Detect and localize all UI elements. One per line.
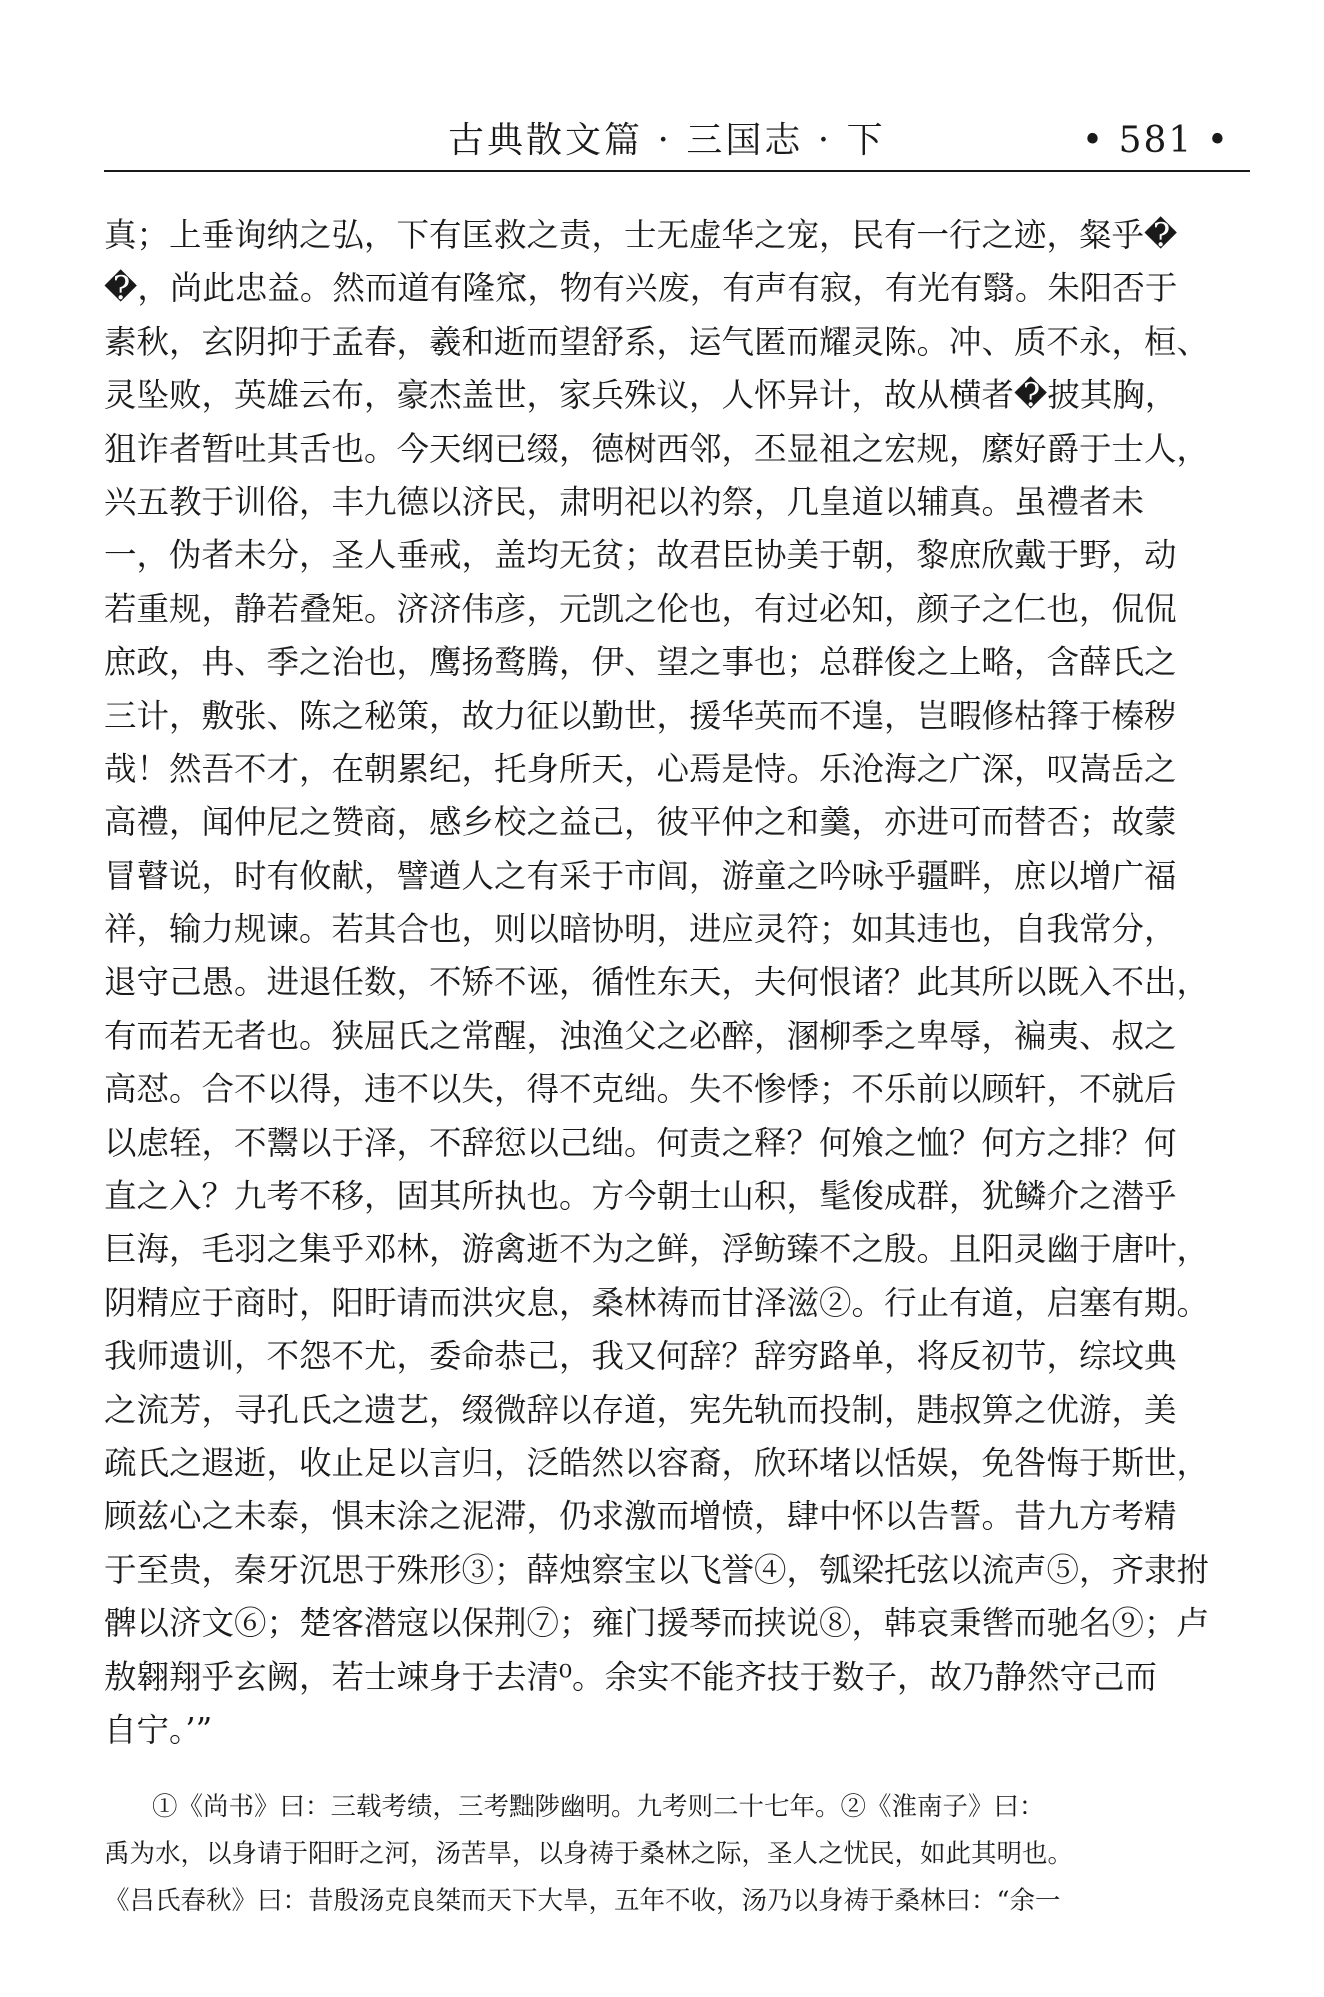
text-line: 顾兹心之未泰，惧末涂之泥滞，仍求激而增愤，肆中怀以告誓。昔九方考精 (104, 1497, 1177, 1536)
text-line: 若重规，静若叠矩。济济伟彦，元凯之伦也，有过必知，颜子之仁也，侃侃 (104, 589, 1177, 628)
text-line: 以虑轾，不鬻以于泽，不辞愆以己绌。何责之释？何飧之恤？何方之排？何 (104, 1123, 1177, 1162)
text-line: 退守己愚。进退任数，不矫不诬，循性东天，夫何恨诸？此其所以既入不出， (104, 963, 1210, 1002)
text-line: 疏氏之遐逝，收止足以言归，泛皓然以容裔，欣环堵以恬娱，免咎悔于斯世， (104, 1443, 1210, 1482)
text-line: 髀以济文⑥；楚客潜寇以保荆⑦；雍门援琴而挟说⑧，韩哀秉辔而驰名⑨；卢 (104, 1604, 1210, 1643)
footnote-line: 禹为水，以身请于阳盱之河，汤苦旱，以身祷于桑林之际，圣人之忧民，如此其明也。 (104, 1839, 1074, 1869)
text-line: 于至贵，秦牙沉思于殊形③；薛烛察宝以飞誉④，瓠梁托弦以流声⑤，齐隶拊 (104, 1550, 1210, 1589)
text-line: 庶政，冉、季之治也，鹰扬鹜腾，伊、望之事也；总群俊之上略，含薛氏之 (104, 643, 1177, 682)
footnotes (104, 1784, 1250, 1925)
text-line: 素秋，玄阴抑于孟春，羲和逝而望舒系，运气匿而耀灵陈。冲、质不永，桓、 (104, 322, 1210, 361)
text-line: 哉！然吾不才，在朝累纪，托身所天，心焉是恃。乐沧海之广深，叹嵩岳之 (104, 749, 1177, 788)
text-line: 灵坠败，英雄云布，豪杰盖世，家兵殊议，人怀异计，故从横者�披其胸， (104, 376, 1178, 415)
text-line: 一，伪者未分，圣人垂戒，盖均无贫；故君臣协美于朝，黎庶欣戴于野，动 (104, 536, 1177, 575)
text-line: 高禮，闻仲尼之赞商，感乡校之益己，彼平仲之和羹，亦进可而替否；故蒙 (104, 803, 1177, 842)
text-line: 之流芳，寻孔氏之遗艺，缀微辞以存道，宪先轨而投制，韪叔箅之优游，美 (104, 1390, 1177, 1429)
text-line: 自宁。’” (104, 1710, 213, 1749)
text-line: 高怼。合不以得，违不以失，得不克绌。失不惨悸；不乐前以顾轩，不就后 (104, 1070, 1177, 1109)
text-line: 祥，输力规谏。若其合也，则以暗协明，进应灵符；如其违也，自我常分， (104, 910, 1177, 949)
header-title: 古典散文篇 · 三国志 · 下 (448, 120, 886, 161)
text-line: 三计，敷张、陈之秘策，故力征以勤世，援华英而不遑，岂暇修枯箨于榛秽 (104, 696, 1177, 735)
text-line: 我师遗训，不怨不尤，委命恭己，我又何辞？辞穷路单，将反初节，综坟典 (104, 1337, 1177, 1376)
text-line: �，尚此忠益。然而道有隆窊，物有兴废，有声有寂，有光有翳。朱阳否于 (104, 269, 1178, 308)
running-header (104, 112, 1250, 172)
text-line: 狙诈者暂吐其舌也。今天纲已缀，德树西邻，丕显祖之宏规，縻好爵于士人， (104, 429, 1210, 468)
text-line: 敖翱翔乎玄阙，若士竦身于去清⁰。余实不能齐技于数子，故乃静然守己而 (104, 1657, 1158, 1696)
text-line: 直之入？九考不移，固其所执也。方今朝士山积，髦俊成群，犹鳞介之潜乎 (104, 1177, 1177, 1216)
page-number: • 581 • (1081, 120, 1230, 161)
text-line: 冒瞽说，时有攸献，譬遒人之有采于市闾，游童之吟咏乎疆畔，庶以增广福 (104, 856, 1177, 895)
footnote-line: ①《尚书》曰：三载考绩，三考黜陟幽明。九考则二十七年。②《淮南子》曰： (152, 1792, 1045, 1822)
text-line: 有而若无者也。狭屈氏之常醒，浊渔父之必醉，溷柳季之卑辱，褊夷、叔之 (104, 1016, 1177, 1055)
footnote-line: 《吕氏春秋》曰：昔殷汤克良桀而天下大旱，五年不收，汤乃以身祷于桑林曰：“余一 (104, 1886, 1061, 1916)
text-line: 兴五教于训俗，丰九德以济民，肃明祀以礿祭，几皇道以辅真。虽禮者未 (104, 482, 1145, 521)
text-line: 巨海，毛羽之集乎邓林，游禽逝不为之鲜，浮鲂臻不之殷。且阳灵幽于唐叶， (104, 1230, 1210, 1269)
text-line: 真；上垂询纳之弘，下有匡救之责，士无虚华之宠，民有一行之迹，粲乎� (104, 216, 1178, 254)
text-line: 阴精应于商时，阳盱请而洪灾息，桑林祷而甘泽滋②。行止有道，启塞有期。 (104, 1283, 1210, 1322)
body-text (104, 209, 1250, 1757)
